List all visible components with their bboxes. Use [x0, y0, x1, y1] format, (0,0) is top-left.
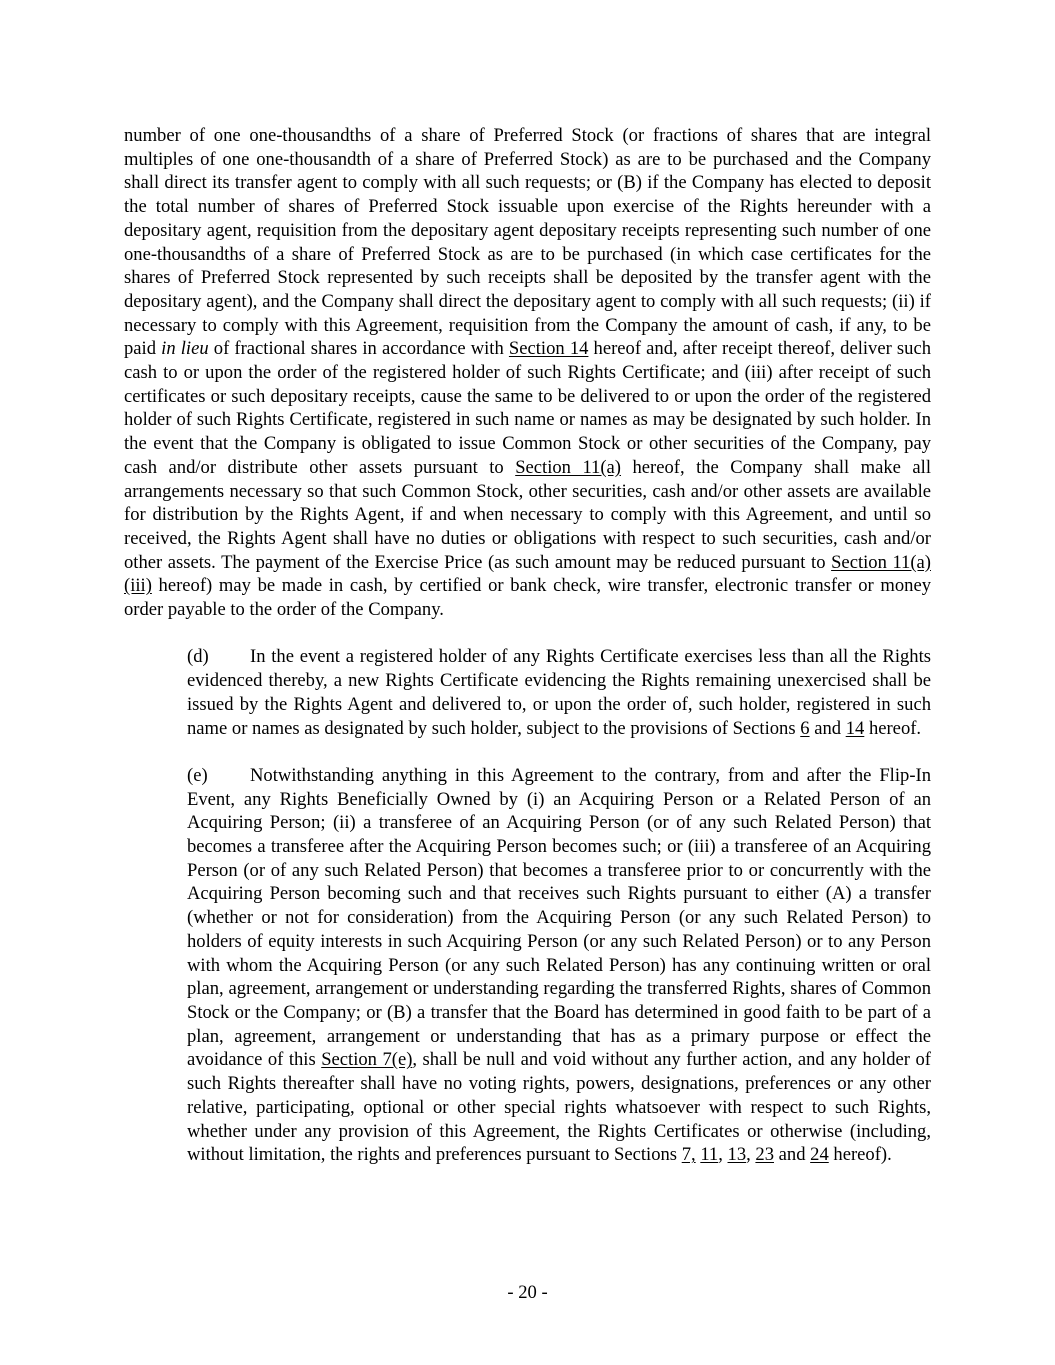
section-reference: 6	[800, 717, 810, 739]
paragraph-e	[124, 764, 931, 1167]
paragraph-label: (d)	[187, 646, 209, 668]
text-run: In the event a registered holder of any Rights Certificate exercises less than all the Rights evidenced thereby, a new Rights Certificate evidencing the Rights remaining unexercised shall be issued by the Rights Agent and delivered to, or upon the order of, such holder, registered in such name or names as designated by such holder, subject to the provisions of Sections	[187, 646, 931, 739]
text-run: and	[809, 717, 846, 739]
section-reference: Section 11(a)	[515, 456, 621, 478]
section-reference: 23	[755, 1144, 774, 1166]
text-run: hereof.	[864, 717, 922, 739]
section-reference: Section 7(e)	[321, 1049, 413, 1071]
text-run: ,	[718, 1144, 728, 1166]
text-run: hereof) may be made in cash, by certified or bank check, wire transfer, electronic transfer or money order payable to the order of the Company.	[124, 575, 931, 621]
section-reference: 11	[700, 1144, 719, 1166]
section-reference: Section 14	[508, 338, 589, 360]
paragraph-continuation	[124, 124, 931, 622]
document-body	[124, 124, 931, 1167]
section-reference: 14	[845, 717, 865, 739]
section-reference: 24	[810, 1144, 829, 1166]
text-run: , shall be null and void without any further action, and any holder of such Rights thereafter shall have no voting rights, powers, designations, preferences or any other relative, participating, optional or other special rights whatsoever with respect to such Rights, whether under any provision of this Agreement, the Rights Certificates or otherwise (including, without limitation, the rights and preferences pursuant to Sections	[187, 1049, 931, 1166]
text-run: ,	[746, 1144, 756, 1166]
italic-term: in lieu	[161, 338, 209, 360]
section-reference: 13	[727, 1144, 747, 1166]
text-run: hereof).	[828, 1144, 892, 1166]
text-run: hereof and, after receipt thereof, deliver such cash to or upon the order of the registered holder of such Rights Certificate; and (iii) after receipt of such certificates or such depositary receipts, cause the same to be delivered to or upon the order of the registered holder of such Rights Certificate, registered in such name or names as may be designated by such holder. In the event that the Company is obligated to issue Common Stock or other securities of the Company, pay cash and/or distribute other assets pursuant to	[124, 338, 931, 478]
text-run: hereof, the Company shall make all arrangements necessary so that such Common Stock, other securities, cash and/or other assets are available for distribution by the Rights Agent, if and when necessary to comply with this Agreement, and until so received, the Rights Agent shall have no duties or obligations with respect to such securities, cash and/or other assets. The payment of the Exercise Price (as such amount may be reduced pursuant to	[124, 456, 931, 573]
section-reference: Section 11(a)(iii)	[124, 551, 931, 597]
text-run: and	[774, 1144, 811, 1166]
section-reference: 7,	[681, 1144, 696, 1166]
text-run: Notwithstanding anything in this Agreement to the contrary, from and after the Flip-In Event, any Rights Beneficially Owned by (i) an Acquiring Person or a Related Person of an Acquiring Person; (ii) a transferee of an Acquiring Person (or of any such Related Person) that becomes a transferee after the Acquiring Person becomes such; or (iii) a transferee of an Acquiring Person (or of any such Related Person) that becomes a transferee prior to or concurrently with the Acquiring Person becoming such and that receives such Rights pursuant to either (A) a transfer (whether or not for consideration) from the Acquiring Person (or any such Related Person) to holders of equity interests in such Acquiring Person (or any such Related Person) or to any Person with whom the Acquiring Person (or any such Related Person) has any continuing written or oral plan, agreement, arrangement or understanding regarding the transferred Rights, shares of Common Stock or the Company; or (B) a transfer that the Board has determined in good faith to be part of a plan, agreement, arrangement or understanding that has as a primary purpose or effect the avoidance of this	[187, 764, 931, 1071]
page-number: - 20 -	[507, 1282, 548, 1303]
text-run: number of one one-thousandths of a share of Preferred Stock (or fractions of shares that are integral multiples of one one-thousandth of a share of Preferred Stock) as are to be purchased and the Company shall direct its transfer agent to comply with all such requests; or (B) if the Company has elected to deposit the total number of shares of Preferred Stock issuable upon exercise of the Rights hereunder with a depositary agent, requisition from the depositary agent depositary receipts representing such number of one one-thousandths of a share of Preferred Stock as are to be purchased (in which case certificates for the shares of Preferred Stock represented by such receipts shall be deposited by the transfer agent with the depositary agent), and the Company shall direct the depositary agent to comply with all such requests; (ii) if necessary to comply with this Agreement, requisition from the Company the amount of cash, if any, to be paid	[124, 125, 931, 360]
paragraph-label: (e)	[187, 764, 208, 786]
text-run: of fractional shares in accordance with	[208, 338, 509, 360]
paragraph-d	[124, 645, 931, 740]
